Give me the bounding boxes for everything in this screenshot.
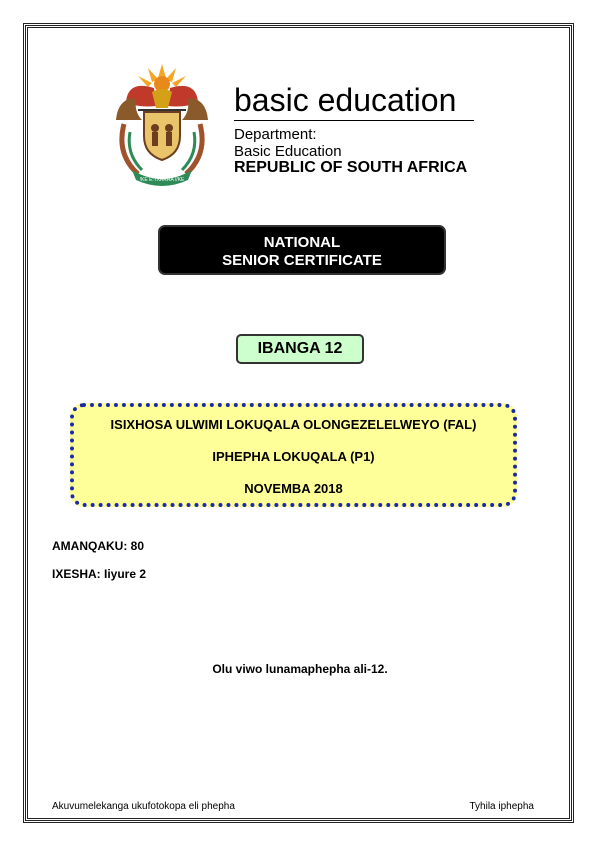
grade-badge: IBANGA 12	[236, 334, 364, 364]
subject-name: ISIXHOSA ULWIMI LOKUQALA OLONGEZELELWEYO (FAL)	[110, 417, 477, 432]
certificate-line-1: NATIONAL	[263, 234, 341, 251]
subject-panel	[70, 403, 517, 507]
exam-session: NOVEMBA 2018	[244, 481, 343, 496]
footer-copyright-note: Akuvumelekanga ukufotokopa eli phepha	[52, 801, 235, 812]
department-label: Department:	[234, 126, 317, 143]
total-marks: AMANQAKU: 80	[52, 539, 145, 553]
exam-duration: IXESHA: Iiyure 2	[52, 567, 147, 581]
brand-divider	[234, 120, 474, 121]
country-name: REPUBLIC OF SOUTH AFRICA	[234, 159, 468, 176]
coat-of-arms-icon	[108, 62, 216, 188]
certificate-line-2: SENIOR CERTIFICATE	[222, 252, 382, 269]
footer-turn-page: Tyhila iphepha	[469, 801, 534, 812]
page-count-note: Olu viwo lunamaphepha ali-12.	[212, 662, 388, 676]
certificate-banner	[158, 225, 446, 275]
svg-text:!KE E: /XARRA //KE: !KE E: /XARRA //KE	[139, 177, 185, 183]
department-name: Basic Education	[234, 143, 342, 160]
brand-title: basic education	[234, 82, 457, 118]
paper-number: IPHEPHA LOKUQALA (P1)	[212, 449, 375, 464]
